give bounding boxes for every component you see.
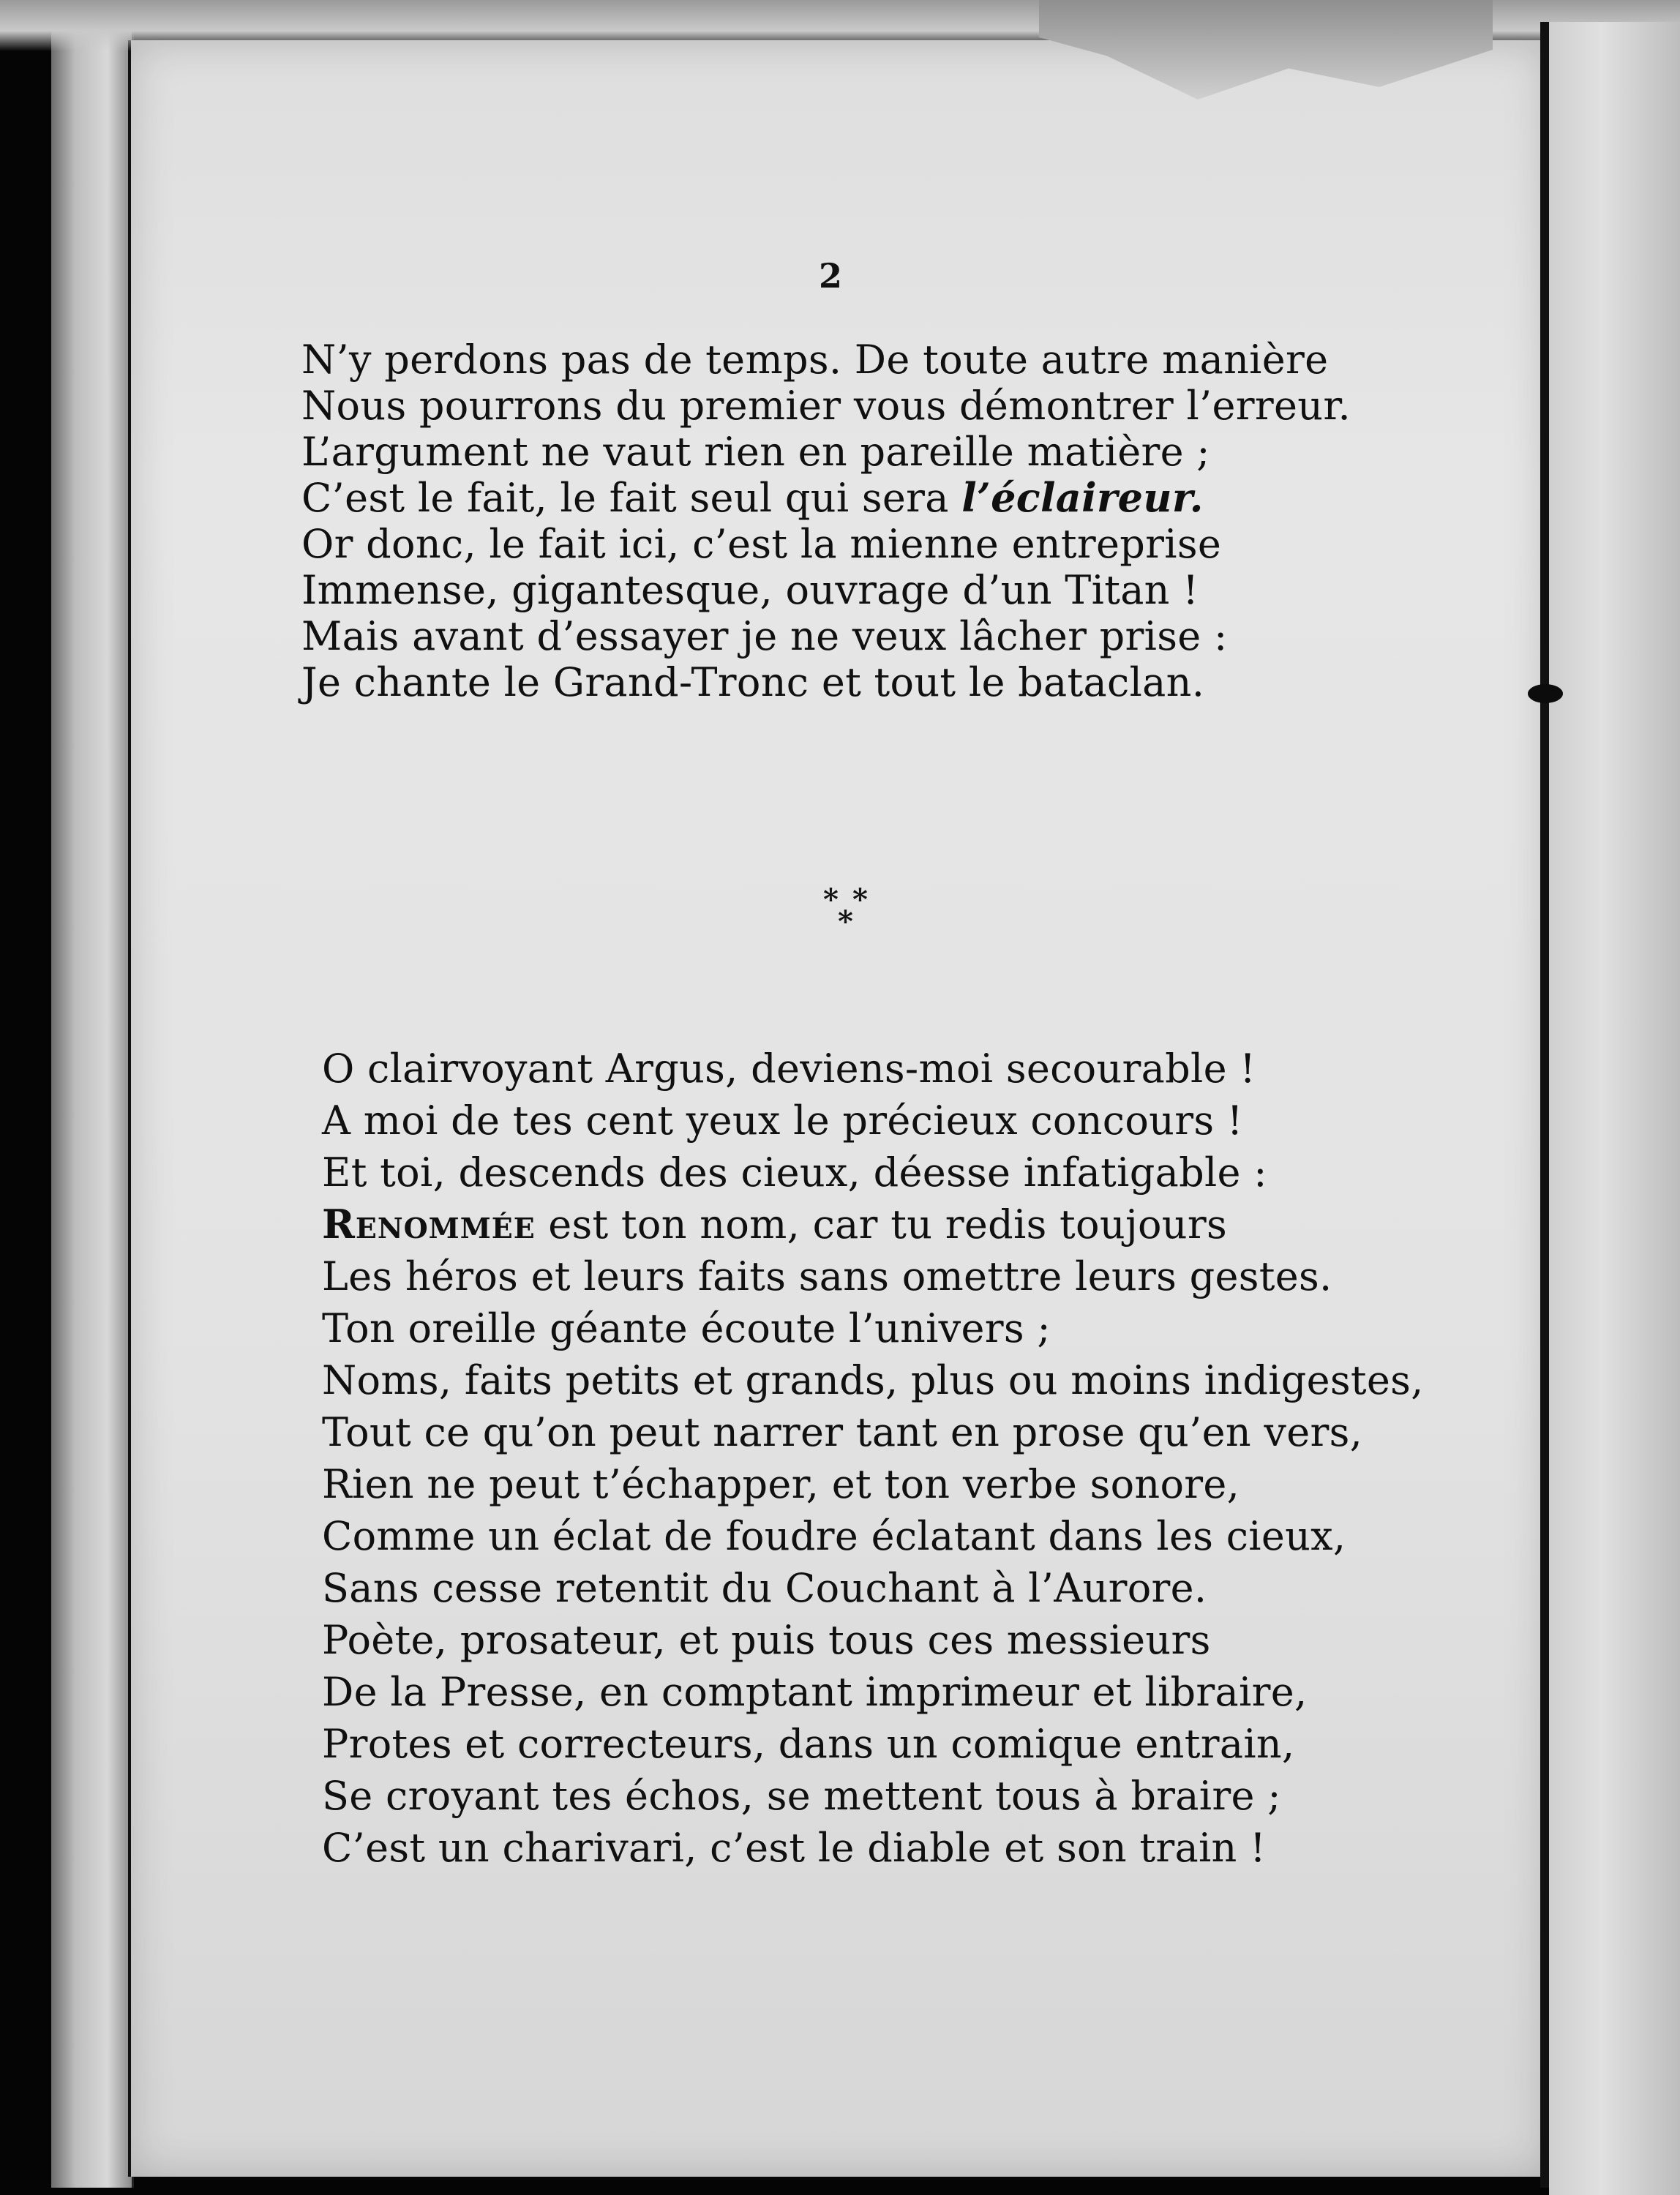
right-page-edge	[1549, 22, 1680, 2195]
verse-line: Comme un éclat de foudre éclatant dans les cieux,	[322, 1513, 1346, 1559]
left-page-edge	[51, 29, 134, 2188]
italic-word: l’éclaireur.	[961, 474, 1204, 521]
verse-line: A moi de tes cent yeux le précieux concours !	[322, 1098, 1243, 1144]
verse-text: est ton nom, car tu redis toujours	[535, 1201, 1228, 1247]
binding-thread	[1528, 684, 1563, 703]
verse-line: Or donc, le fait ici, c’est la mienne entreprise	[301, 521, 1222, 567]
verse-line	[301, 475, 1351, 521]
verse-text: C’est le fait, le fait seul qui sera	[301, 475, 962, 521]
verse-line: N’y perdons pas de temps. De toute autre manière	[301, 337, 1329, 383]
verse-line: Sans cesse retentit du Couchant à l’Aurore.	[322, 1565, 1207, 1611]
asterisk-icon: *	[852, 882, 868, 917]
asterism-divider	[816, 882, 882, 951]
verse-line: Mais avant d’essayer je ne veux lâcher prise :	[301, 613, 1228, 659]
verse-line: Tout ce qu’on peut narrer tant en prose qu’en vers,	[322, 1409, 1363, 1455]
verse-line: Nous pourrons du premier vous démontrer l’erreur.	[301, 383, 1351, 429]
verse-line: Noms, faits petits et grands, plus ou moins indigestes,	[322, 1357, 1424, 1403]
verse-line: L’argument ne vaut rien en pareille matière ;	[301, 429, 1210, 475]
page-number: 2	[818, 256, 842, 296]
small-caps-word: Renommée	[322, 1201, 536, 1247]
verse-line: C’est un charivari, c’est le diable et son train !	[322, 1825, 1267, 1871]
stanza-1	[301, 337, 1351, 705]
verse-line: Immense, gigantesque, ouvrage d’un Titan !	[301, 567, 1199, 613]
asterisk-icon: *	[838, 904, 853, 939]
verse-line: De la Presse, en comptant imprimeur et libraire,	[322, 1669, 1308, 1715]
verse-line: Et toi, descends des cieux, déesse infatigable :	[322, 1149, 1267, 1196]
verse-line: Ton oreille géante écoute l’univers ;	[322, 1305, 1051, 1351]
verse-line: Protes et correcteurs, dans un comique entrain,	[322, 1721, 1295, 1767]
verse-line: Les héros et leurs faits sans omettre leurs gestes.	[322, 1253, 1332, 1299]
stanza-2	[322, 1043, 1424, 1874]
verse-line	[322, 1198, 1424, 1250]
verse-line: Poète, prosateur, et puis tous ces messieurs	[322, 1617, 1211, 1663]
verse-line: O clairvoyant Argus, deviens-moi secourable !	[322, 1046, 1256, 1092]
binding-line	[1540, 22, 1549, 2188]
verse-line: Se croyant tes échos, se mettent tous à braire ;	[322, 1773, 1281, 1819]
verse-line: Rien ne peut t’échapper, et ton verbe sonore,	[322, 1461, 1240, 1507]
verse-line: Je chante le Grand-Tronc et tout le bataclan.	[301, 659, 1205, 705]
asterisk-icon: *	[823, 882, 839, 917]
